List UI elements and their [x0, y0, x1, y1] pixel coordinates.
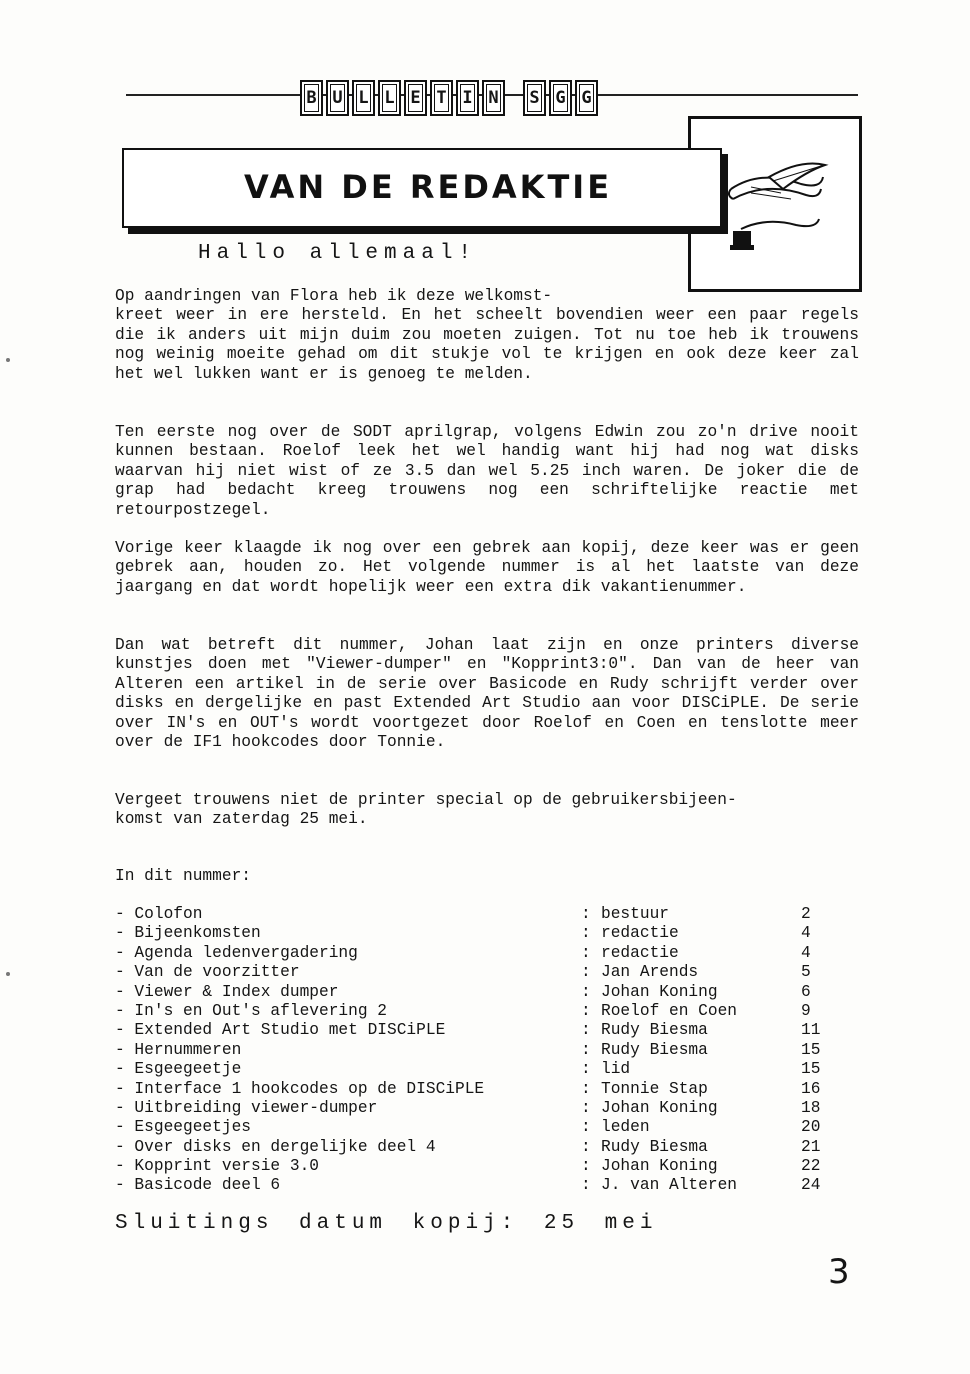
table-of-contents: [115, 905, 875, 1196]
page-number: 3: [828, 1252, 850, 1292]
toc-author: Johan Koning: [601, 982, 718, 1001]
toc-author: Rudy Biesma: [601, 1021, 708, 1040]
toc-row: - Basicode deel 6 : J. van Alteren 24: [115, 1176, 821, 1195]
masthead-logo: [300, 80, 598, 116]
masthead-letter: T: [430, 80, 453, 116]
toc-author: redactie: [601, 924, 679, 943]
masthead-letter: U: [326, 80, 349, 116]
toc-row: - Interface 1 hookcodes op de DISCiPLE : Tonnie Stap 16: [115, 1079, 821, 1098]
toc-title: - Kopprint versie 3.0: [115, 1157, 319, 1176]
toc-title: - Over disks en dergelijke deel 4: [115, 1137, 436, 1156]
toc-row: - Esgeegeetje : lid 15: [115, 1060, 821, 1079]
toc-author: bestuur: [601, 905, 669, 923]
toc-author: redactie: [601, 943, 679, 962]
toc-row: - Van de voorzitter : Jan Arends 5: [115, 963, 811, 982]
toc-page: 15: [801, 1040, 821, 1059]
toc-row: - Over disks en dergelijke deel 4 : Rudy Biesma 21: [115, 1137, 821, 1156]
masthead-letter: L: [378, 80, 401, 116]
toc-title: - Esgeegeetjes: [115, 1118, 251, 1137]
toc-page: 11: [801, 1021, 821, 1040]
toc-author: J. van Alteren: [601, 1176, 737, 1195]
toc-title: - Interface 1 hookcodes op de DISCiPLE: [115, 1079, 485, 1098]
toc-row: - Hernummeren : Rudy Biesma 15: [115, 1040, 821, 1059]
toc-title: - Hernummeren: [115, 1040, 242, 1059]
toc-page: 4: [801, 924, 811, 943]
toc-author: leden: [601, 1118, 650, 1137]
toc-title: - Esgeegeetje: [115, 1060, 242, 1079]
toc-row: - In's en Out's aflevering 2 : Roelof en Coen 9: [115, 1001, 811, 1020]
toc-row: - Esgeegeetjes : leden 20: [115, 1118, 821, 1137]
toc-page: 21: [801, 1137, 821, 1156]
toc-page: 22: [801, 1157, 821, 1176]
paragraph-intro: Op aandringen van Flora heb ik deze welkomst- kreet weer in ere hersteld. En het scheelt bovendien weer een paar regels die ik anders uit mijn duim zou moeten zuigen. Tot nu toe heb ik trouwens nog weinig moeite gehad om dit stukje vol te krijgen en ook deze keer zal het wel lukken want er is genoeg te melden.: [115, 287, 859, 383]
toc-page: 24: [801, 1176, 821, 1195]
page-title: VAN DE REDAKTIE: [244, 168, 613, 206]
toc-page: 15: [801, 1060, 821, 1079]
toc-author: lid: [601, 1060, 631, 1079]
toc-title: - Van de voorzitter: [115, 963, 300, 982]
toc-heading: In dit nummer:: [115, 867, 251, 885]
toc-page: 20: [801, 1118, 821, 1137]
toc-page: 9: [801, 1001, 811, 1020]
toc-page: 16: [801, 1079, 821, 1098]
title-banner: [122, 148, 722, 228]
scan-speck: [6, 972, 10, 976]
toc-title: - Bijeenkomsten: [115, 924, 261, 943]
masthead-letter: B: [300, 80, 323, 116]
greeting-heading: Hallo allemaal!: [198, 242, 478, 265]
toc-row: - Agenda ledenvergadering : redactie 4: [115, 943, 811, 962]
toc-row: - Bijeenkomsten : redactie 4: [115, 924, 811, 943]
deadline-notice: Sluitings datum kopij: 25 mei: [115, 1212, 658, 1235]
toc-page: 4: [801, 943, 811, 962]
masthead-letter: E: [404, 80, 427, 116]
toc-title: - Uitbreiding viewer-dumper: [115, 1098, 378, 1117]
toc-title: - Viewer & Index dumper: [115, 982, 339, 1001]
scan-speck: [6, 358, 10, 362]
toc-row: - Viewer & Index dumper : Johan Koning 6: [115, 982, 811, 1001]
masthead-letter: L: [352, 80, 375, 116]
toc-title: - Extended Art Studio met DISCiPLE: [115, 1021, 446, 1040]
toc-page: 18: [801, 1098, 821, 1117]
toc-title: - Colofon: [115, 905, 203, 923]
toc-page: 6: [801, 982, 811, 1001]
toc-author: Jan Arends: [601, 963, 699, 982]
toc-row: - Kopprint versie 3.0 : Johan Koning 22: [115, 1157, 821, 1176]
toc-author: Johan Koning: [601, 1098, 718, 1117]
toc-title: - In's en Out's aflevering 2: [115, 1001, 387, 1020]
scroll-quill-icon: [721, 159, 831, 259]
toc-author: Tonnie Stap: [601, 1079, 708, 1098]
toc-title: - Agenda ledenvergadering: [115, 943, 358, 962]
masthead-letter: N: [482, 80, 505, 116]
toc-author: Johan Koning: [601, 1157, 718, 1176]
masthead-letter: I: [456, 80, 479, 116]
toc-title: - Basicode deel 6: [115, 1176, 281, 1195]
toc-page: 5: [801, 963, 811, 982]
masthead-letter: G: [575, 80, 598, 116]
toc-row: - Uitbreiding viewer-dumper : Johan Koning 18: [115, 1098, 821, 1117]
masthead-letter: S: [523, 80, 546, 116]
paragraph-reminder: Vergeet trouwens niet de printer special op de gebruikersbijeen- komst van zaterdag 25 mei.: [115, 791, 737, 829]
toc-page: 2: [801, 905, 811, 923]
paragraph-kopij: Vorige keer klaagde ik nog over een gebrek aan kopij, deze keer was er geen gebrek aan, houden zo. Het volgende nummer is al het laatste van deze jaargang en dat wordt hopelijk weer een extra dik vakantienummer.: [115, 539, 869, 596]
toc-author: Rudy Biesma: [601, 1137, 708, 1156]
masthead-letter: G: [549, 80, 572, 116]
paragraph-sodt: Ten eerste nog over de SODT aprilgrap, volgens Edwin zou zo'n drive nooit kunnen bestaan. Roelof leek het wel handig want hij had nog wat disks waarvan hij niet wist of ze 3.5 dan wel 5.25 inch waren. De joker die de grap had bedacht kreeg trouwens nog een schriftelijke reactie met retourpostzegel.: [115, 423, 869, 519]
toc-author: Roelof en Coen: [601, 1001, 737, 1020]
toc-row: - Colofon : bestuur 2: [115, 905, 811, 923]
paragraph-contents: Dan wat betreft dit nummer, Johan laat zijn en onze printers diverse kunstjes doen met "Viewer-dumper" en "Kopprint3:0". Dan van de heer van Alteren een artikel in de serie over Basicode en Rudy schrijft verder over disks en dergelijke en past Extended Art Studio aan voor DISCiPLE. De serie over IN's en OUT's wordt voortgezet door Roelof en Coen en tenslotte meer over de IF1 hookcodes door Tonnie.: [115, 636, 869, 752]
toc-author: Rudy Biesma: [601, 1040, 708, 1059]
toc-row: - Extended Art Studio met DISCiPLE : Rudy Biesma 11: [115, 1021, 821, 1040]
